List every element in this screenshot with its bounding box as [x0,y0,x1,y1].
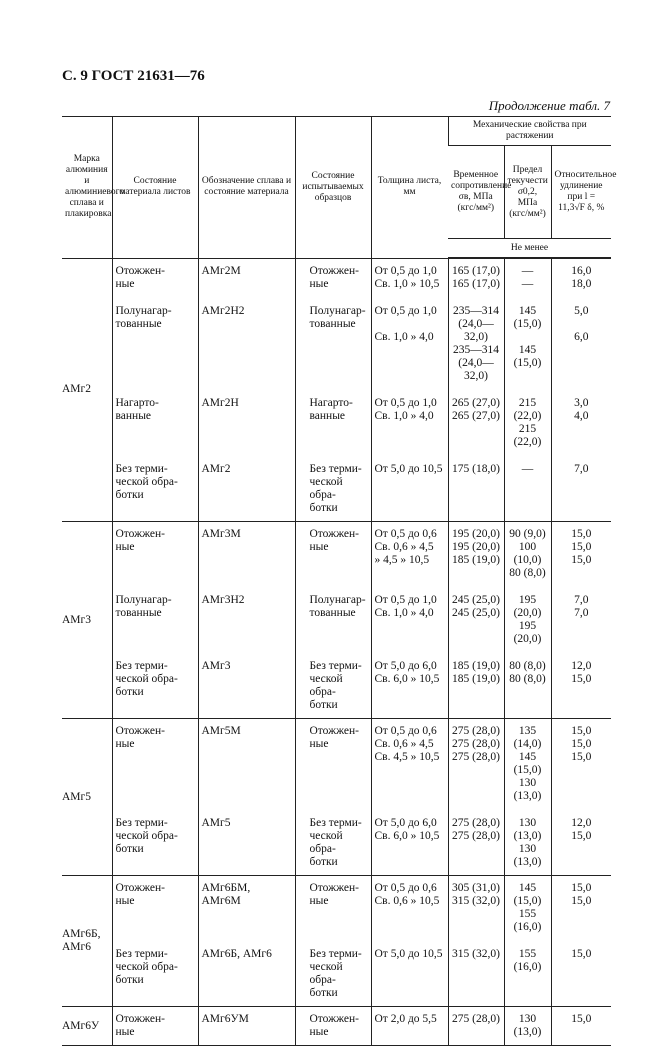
cell-yield: — — [504,258,551,297]
cell-thickness: От 0,5 до 1,0 Св. 1,0 » 4,0 [371,297,448,389]
cell-grade: АМг3 [62,522,112,719]
table-row [62,522,611,587]
col-header-sheet-state: Состояние материала листов [112,117,198,259]
cell-elongation: 16,0 18,0 [551,258,611,297]
cell-sheet-state: Полунагар- тованные [112,297,198,389]
cell-yield: 145 (15,0) 145 (15,0) [504,297,551,389]
cell-sheet-state: Без терми- ческой обра- ботки [112,809,198,876]
cell-thickness: От 0,5 до 1,0 Св. 1,0 » 4,0 [371,389,448,455]
table-row [62,1007,611,1046]
cell-sample-state: Без терми- ческой обра- ботки [295,809,371,876]
cell-grade: АМг6У [62,1007,112,1046]
cell-thickness: От 0,5 до 0,6 Св. 0,6 » 10,5 [371,876,448,941]
cell-sheet-state: Нагарто- ванные [112,389,198,455]
cell-sample-state: Без терми- ческой обра- ботки [295,455,371,522]
cell-yield: 195 (20,0) 195 (20,0) [504,586,551,652]
cell-yield: 215 (22,0) 215 (22,0) [504,389,551,455]
cell-designation: АМг3Н2 [198,586,295,652]
cell-elongation: 12,0 15,0 [551,809,611,876]
cell-tensile: 275 (28,0) 275 (28,0) 275 (28,0) [448,719,504,810]
cell-yield: 135 (14,0) 145 (15,0) 130 (13,0) [504,719,551,810]
cell-thickness: От 5,0 до 10,5 [371,940,448,1007]
cell-grade: АМг6Б, АМг6 [62,876,112,1007]
cell-yield: 90 (9,0) 100 (10,0) 80 (8,0) [504,522,551,587]
table-row [62,586,611,652]
cell-thickness: От 0,5 до 1,0 Св. 1,0 » 4,0 [371,586,448,652]
cell-yield: 130 (13,0) 130 (13,0) [504,809,551,876]
cell-yield: 155 (16,0) [504,940,551,1007]
cell-elongation: 3,0 4,0 [551,389,611,455]
mechanical-properties-table [62,116,617,1046]
cell-elongation: 7,0 [551,455,611,522]
cell-sheet-state: Без терми- ческой обра- ботки [112,455,198,522]
cell-sheet-state: Отожжен- ные [112,1007,198,1046]
cell-tensile: 185 (19,0) 185 (19,0) [448,652,504,719]
table-row [62,940,611,1007]
cell-elongation: 12,0 15,0 [551,652,611,719]
cell-designation: АМг6Б, АМг6 [198,940,295,1007]
cell-tensile: 315 (32,0) [448,940,504,1007]
col-header-designation: Обозначение сплава и состояние материала [198,117,295,259]
cell-elongation: 5,0 6,0 [551,297,611,389]
cell-designation: АМг6БМ, АМг6М [198,876,295,941]
cell-elongation: 15,0 [551,1007,611,1046]
cell-thickness: От 5,0 до 10,5 [371,455,448,522]
cell-thickness: От 5,0 до 6,0 Св. 6,0 » 10,5 [371,809,448,876]
col-header-tensile: Временное сопротивление σв, МПа (кгс/мм²) [448,146,504,239]
table-row [62,876,611,941]
cell-elongation: 15,0 15,0 15,0 [551,719,611,810]
col-header-thickness: Толщина листа, мм [371,117,448,259]
cell-sample-state: Отожжен- ные [295,1007,371,1046]
cell-designation: АМг3М [198,522,295,587]
cell-sheet-state: Отожжен- ные [112,719,198,810]
cell-elongation: 15,0 15,0 15,0 [551,522,611,587]
cell-designation: АМг6УМ [198,1007,295,1046]
table-row [62,652,611,719]
cell-sheet-state: Полунагар- тованные [112,586,198,652]
cell-sheet-state: Отожжен- ные [112,522,198,587]
cell-grade: АМг2 [62,258,112,522]
col-header-yield: Предел текучести σ0,2, МПа (кгс/мм²) [504,146,551,239]
cell-grade: АМг5 [62,719,112,876]
table-row [62,809,611,876]
table-row [62,719,611,810]
cell-tensile: 275 (28,0) 275 (28,0) [448,809,504,876]
table-row [62,297,611,389]
cell-tensile: 275 (28,0) [448,1007,504,1046]
cell-thickness: От 2,0 до 5,5 [371,1007,448,1046]
cell-tensile: 245 (25,0) 245 (25,0) [448,586,504,652]
cell-sample-state: Полунагар- тованные [295,586,371,652]
cell-sample-state: Отожжен- ные [295,719,371,810]
col-header-elongation: Относительное удлинение при l = 11,3√F δ, % [551,146,611,239]
table-continuation-label: Продолжение табл. 7 [488,98,610,113]
table-row [62,258,611,297]
cell-designation: АМг5М [198,719,295,810]
cell-tensile: 265 (27,0) 265 (27,0) [448,389,504,455]
cell-sample-state: Без терми- ческой обра- ботки [295,652,371,719]
cell-thickness: От 0,5 до 0,6 Св. 0,6 » 4,5 Св. 4,5 » 10,5 [371,719,448,810]
table-row [62,455,611,522]
cell-elongation: 15,0 [551,940,611,1007]
table-row [62,389,611,455]
cell-sheet-state: Без терми- ческой обра- ботки [112,652,198,719]
col-header-grade: Марка алюминия и алюминиевого сплава и плакировка [62,117,112,259]
cell-sheet-state: Без терми- ческой обра- ботки [112,940,198,1007]
cell-sample-state: Отожжен- ные [295,876,371,941]
cell-designation: АМг5 [198,809,295,876]
cell-tensile: 165 (17,0) 165 (17,0) [448,258,504,297]
cell-sample-state: Без терми- ческой обра- ботки [295,940,371,1007]
cell-sample-state: Отожжен- ные [295,258,371,297]
cell-yield: 130 (13,0) [504,1007,551,1046]
cell-sheet-state: Отожжен- ные [112,876,198,941]
cell-yield: 145 (15,0) 155 (16,0) [504,876,551,941]
cell-designation: АМг2Н2 [198,297,295,389]
col-header-mech-group: Механические свойства при растяжении [448,117,611,146]
col-header-sample-state: Состояние испытываемых образцов [295,117,371,259]
cell-thickness: От 0,5 до 0,6 Св. 0,6 » 4,5 » 4,5 » 10,5 [371,522,448,587]
cell-yield: — [504,455,551,522]
cell-elongation: 15,0 15,0 [551,876,611,941]
page-title: С. 9 ГОСТ 21631—76 [62,68,205,84]
cell-elongation: 7,0 7,0 [551,586,611,652]
cell-thickness: От 0,5 до 1,0 Св. 1,0 » 10,5 [371,258,448,297]
cell-designation: АМг2Н [198,389,295,455]
cell-yield: 80 (8,0) 80 (8,0) [504,652,551,719]
cell-tensile: 305 (31,0) 315 (32,0) [448,876,504,941]
cell-sample-state: Нагарто- ванные [295,389,371,455]
cell-tensile: 195 (20,0) 195 (20,0) 185 (19,0) [448,522,504,587]
cell-designation: АМг3 [198,652,295,719]
cell-tensile: 235—314 (24,0—32,0) 235—314 (24,0—32,0) [448,297,504,389]
cell-sheet-state: Отожжен- ные [112,258,198,297]
cell-sample-state: Полунагар- тованные [295,297,371,389]
cell-tensile: 175 (18,0) [448,455,504,522]
cell-designation: АМг2 [198,455,295,522]
cell-sample-state: Отожжен- ные [295,522,371,587]
col-header-not-less: Не менее [448,239,611,259]
cell-designation: АМг2М [198,258,295,297]
cell-thickness: От 5,0 до 6,0 Св. 6,0 » 10,5 [371,652,448,719]
